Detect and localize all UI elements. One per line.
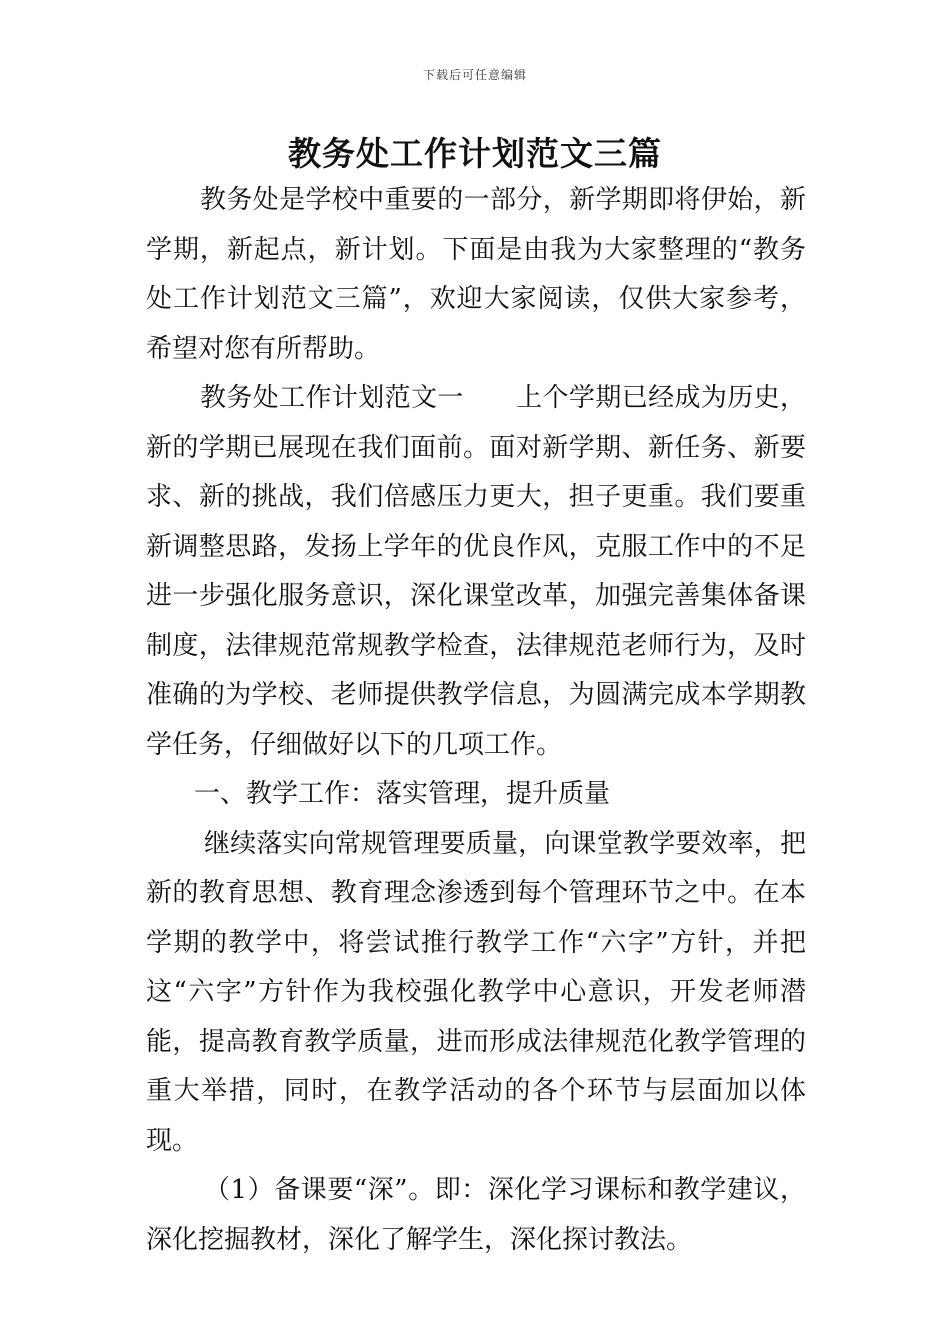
teaching-paragraph: 继续落实向常规管理要质量，向课堂教学要效率，把新的教育思想、教育理念渗透到每个管理环节之中。在本学期的教学中，将尝试推行教学工作“六字”方针，并把这“六字”方针作为我校强化教学中心意识，开发老师潜能，提高教育教学质量，进而形成法律规范化教学管理的重大举措，同时，在教学活动的各个环节与层面加以体现。 xyxy=(146,828,806,1156)
document-title: 教务处工作计划范文三篇 xyxy=(288,134,662,173)
heading-teaching-work: 一、教学工作：落实管理，提升质量 xyxy=(194,779,611,809)
section1-label: 教务处工作计划范文一 xyxy=(200,383,464,413)
section1-text: 上个学期已经成为历史，新的学期已展现在我们面前。面对新学期、新任务、新要求、新的挑战，我们倍感压力更大，担子更重。我们要重新调整思路，发扬上学年的优良作风，克服工作中的不足进一步强化服务意识，深化课堂改革，加强完善集体备课制度，法律规范常规教学检查，法律规范老师行为，及时准确的为学校、老师提供教学信息，为圆满完成本学期教学任务，仔细做好以下的几项工作。 xyxy=(146,383,806,760)
item-lesson-prep: （1）备课要“深”。即：深化学习课标和教学建议，深化挖掘教材，深化了解学生，深化探讨教法。 xyxy=(146,1175,806,1255)
document-body xyxy=(146,176,806,1265)
header-note: 下载后可任意编辑 xyxy=(422,68,527,82)
intro-paragraph: 教务处是学校中重要的一部分，新学期即将伊始，新学期，新起点，新计划。下面是由我为大家整理的“教务处工作计划范文三篇”，欢迎大家阅读，仅供大家参考，希望对您有所帮助。 xyxy=(146,185,806,364)
section1-paragraph xyxy=(146,374,806,770)
